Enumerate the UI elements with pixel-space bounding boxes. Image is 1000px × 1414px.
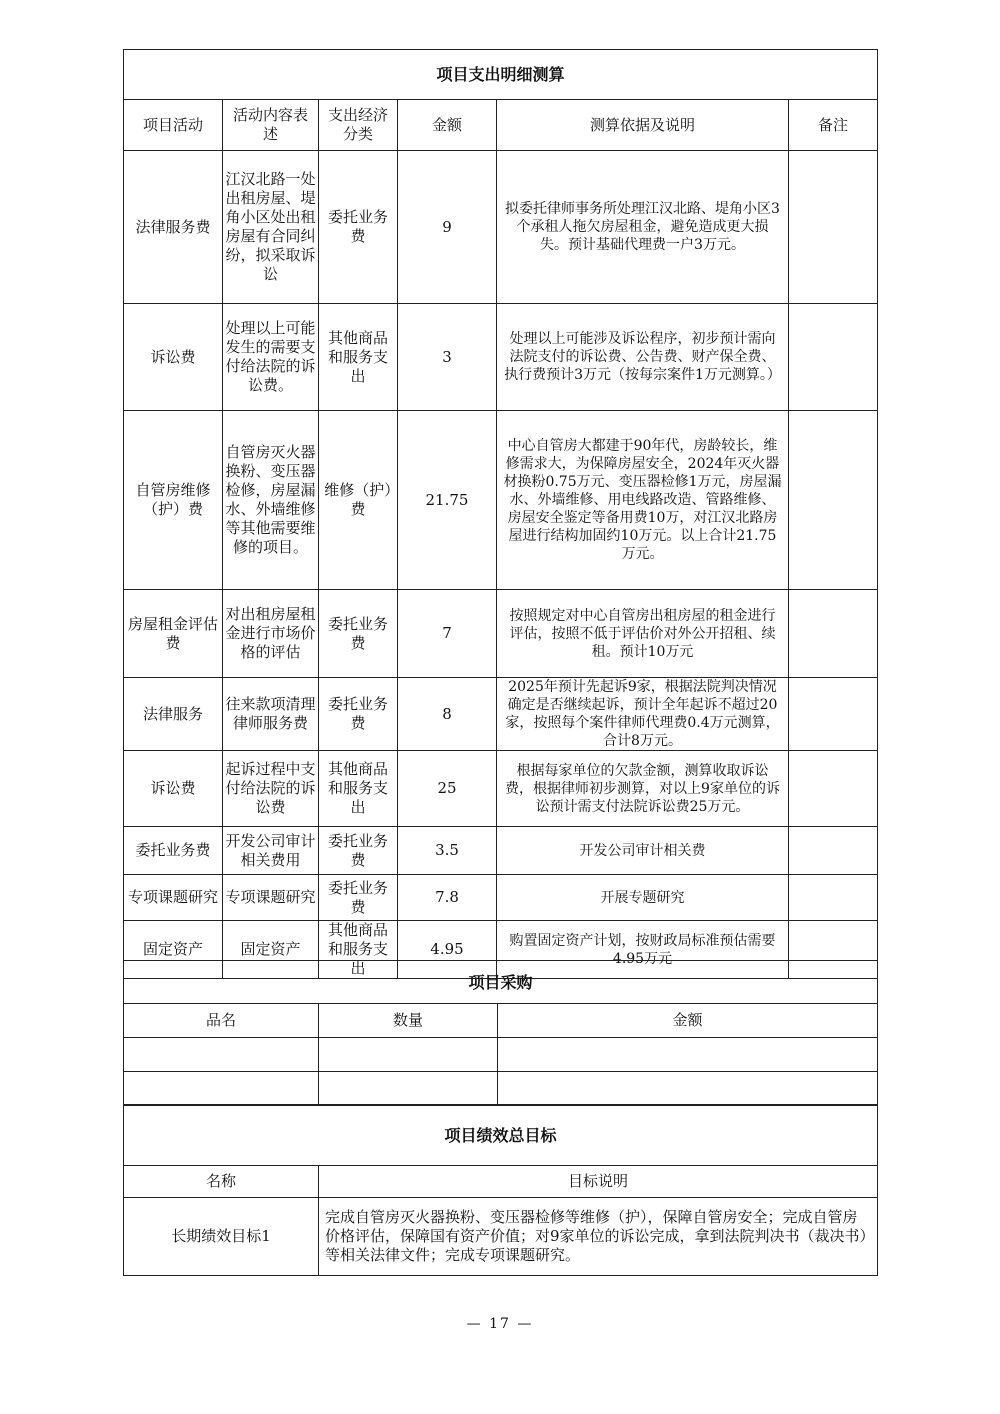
row-basis: 按照规定对中心自管房出租房屋的租金进行评估，按照不低于评估价对外公开招租、续租。预计10万元 bbox=[497, 590, 789, 678]
row-remark bbox=[789, 304, 878, 411]
table-row bbox=[124, 590, 878, 678]
header-basis: 测算依据及说明 bbox=[497, 100, 789, 151]
row-remark bbox=[789, 751, 878, 827]
row-content: 起诉过程中支付给法院的诉讼费 bbox=[223, 751, 319, 827]
procurement-title: 项目采购 bbox=[124, 961, 878, 1004]
row-activity: 专项课题研究 bbox=[124, 875, 223, 921]
row-remark bbox=[789, 151, 878, 304]
table-row bbox=[124, 751, 878, 827]
row-category: 委托业务费 bbox=[319, 590, 398, 678]
header-quantity: 数量 bbox=[319, 1004, 498, 1038]
table-row bbox=[124, 151, 878, 304]
row-activity: 自管房维修（护）费 bbox=[124, 411, 223, 590]
row-amount: 9 bbox=[398, 151, 497, 304]
table-row bbox=[124, 875, 878, 921]
row-activity: 房屋租金评估费 bbox=[124, 590, 223, 678]
row-content: 处理以上可能发生的需要支付给法院的诉讼费。 bbox=[223, 304, 319, 411]
header-item-name: 品名 bbox=[124, 1004, 319, 1038]
row-category: 其他商品和服务支出 bbox=[319, 921, 398, 979]
procurement-table bbox=[123, 960, 878, 1106]
row-remark bbox=[789, 678, 878, 751]
row-basis: 根据每家单位的欠款金额，测算收取诉讼费，根据律师初步测算，对以上9家单位的诉讼预计需支付法院诉讼费25万元。 bbox=[497, 751, 789, 827]
header-amount: 金额 bbox=[398, 100, 497, 151]
row-content: 自管房灭火器换粉、变压器检修，房屋漏水、外墙维修等其他需要维修的项目。 bbox=[223, 411, 319, 590]
row-category: 其他商品和服务支出 bbox=[319, 751, 398, 827]
header-activity: 项目活动 bbox=[124, 100, 223, 151]
row-category: 委托业务费 bbox=[319, 678, 398, 751]
header-remark: 备注 bbox=[789, 100, 878, 151]
row-amount: 3 bbox=[398, 304, 497, 411]
row-content: 开发公司审计相关费用 bbox=[223, 827, 319, 875]
table-row bbox=[124, 827, 878, 875]
row-amount: 7 bbox=[398, 590, 497, 678]
row-basis: 开展专题研究 bbox=[497, 875, 789, 921]
row-basis: 处理以上可能涉及诉讼程序，初步预计需向法院支付的诉讼费、公告费、财产保全费、执行费预计3万元（按每宗案件1万元测算。） bbox=[497, 304, 789, 411]
header-content: 活动内容表述 bbox=[223, 100, 319, 151]
page-number: — 17 — bbox=[466, 1316, 534, 1332]
row-amount: 4.95 bbox=[398, 921, 497, 979]
empty-cell bbox=[124, 1072, 319, 1106]
row-basis: 中心自管房大都建于90年代，房龄较长，维修需求大，为保障房屋安全，2024年灭火器材换粉0.75万元、变压器检修1万元，房屋漏水、外墙维修、用电线路改造、管路维修、房屋安全鉴定等备用费10万，对江汉北路房屋进行结构加固约10万元。以上合计21.75万元。 bbox=[497, 411, 789, 590]
row-category: 委托业务费 bbox=[319, 827, 398, 875]
row-amount: 21.75 bbox=[398, 411, 497, 590]
row-activity: 法律服务费 bbox=[124, 151, 223, 304]
table-row bbox=[124, 304, 878, 411]
header-amount: 金额 bbox=[498, 1004, 878, 1038]
performance-table bbox=[123, 1104, 878, 1276]
row-activity: 诉讼费 bbox=[124, 751, 223, 827]
row-content: 对出租房屋租金进行市场价格的评估 bbox=[223, 590, 319, 678]
empty-cell bbox=[319, 1038, 498, 1072]
row-amount: 8 bbox=[398, 678, 497, 751]
row-content: 专项课题研究 bbox=[223, 875, 319, 921]
row-activity: 诉讼费 bbox=[124, 304, 223, 411]
row-remark bbox=[789, 827, 878, 875]
row-remark bbox=[789, 875, 878, 921]
header-category: 支出经济分类 bbox=[319, 100, 398, 151]
row-content: 往来款项清理律师服务费 bbox=[223, 678, 319, 751]
row-activity: 固定资产 bbox=[124, 921, 223, 979]
row-category: 维修（护）费 bbox=[319, 411, 398, 590]
header-goal-description: 目标说明 bbox=[319, 1166, 878, 1198]
performance-title: 项目绩效总目标 bbox=[124, 1105, 878, 1166]
row-amount: 3.5 bbox=[398, 827, 497, 875]
row-amount: 25 bbox=[398, 751, 497, 827]
table-row bbox=[124, 411, 878, 590]
row-basis: 拟委托律师事务所处理江汉北路、堤角小区3个承租人拖欠房屋租金，避免造成更大损失。预计基础代理费一户3万元。 bbox=[497, 151, 789, 304]
empty-cell bbox=[124, 1038, 319, 1072]
row-category: 其他商品和服务支出 bbox=[319, 304, 398, 411]
row-remark bbox=[789, 411, 878, 590]
row-content: 江汉北路一处出租房屋、堤角小区处出租房屋有合同纠纷，拟采取诉讼 bbox=[223, 151, 319, 304]
expense-detail-table bbox=[123, 49, 878, 979]
row-content: 固定资产 bbox=[223, 921, 319, 979]
table-row bbox=[124, 1198, 878, 1276]
empty-cell bbox=[498, 1072, 878, 1106]
row-remark bbox=[789, 590, 878, 678]
goal-description: 完成自管房灭火器换粉、变压器检修等维修（护），保障自管房安全；完成自管房价格评估，保障国有资产价值；对9家单位的诉讼完成，拿到法院判决书（裁决书）等相关法律文件；完成专项课题研究。 bbox=[319, 1198, 878, 1276]
row-category: 委托业务费 bbox=[319, 151, 398, 304]
row-activity: 法律服务 bbox=[124, 678, 223, 751]
goal-name: 长期绩效目标1 bbox=[124, 1198, 319, 1276]
row-basis: 开发公司审计相关费 bbox=[497, 827, 789, 875]
expense-detail-title: 项目支出明细测算 bbox=[124, 50, 878, 100]
row-basis: 2025年预计先起诉9家，根据法院判决情况确定是否继续起诉，预计全年起诉不超过20家，按照每个案件律师代理费0.4万元测算，合计8万元。 bbox=[497, 678, 789, 751]
row-amount: 7.8 bbox=[398, 875, 497, 921]
row-category: 委托业务费 bbox=[319, 875, 398, 921]
empty-cell bbox=[498, 1038, 878, 1072]
row-activity: 委托业务费 bbox=[124, 827, 223, 875]
table-row bbox=[124, 1038, 878, 1072]
table-row bbox=[124, 1072, 878, 1106]
table-row bbox=[124, 678, 878, 751]
row-basis: 购置固定资产计划，按财政局标准预估需要4.95万元 bbox=[497, 921, 789, 979]
empty-cell bbox=[319, 1072, 498, 1106]
header-name: 名称 bbox=[124, 1166, 319, 1198]
